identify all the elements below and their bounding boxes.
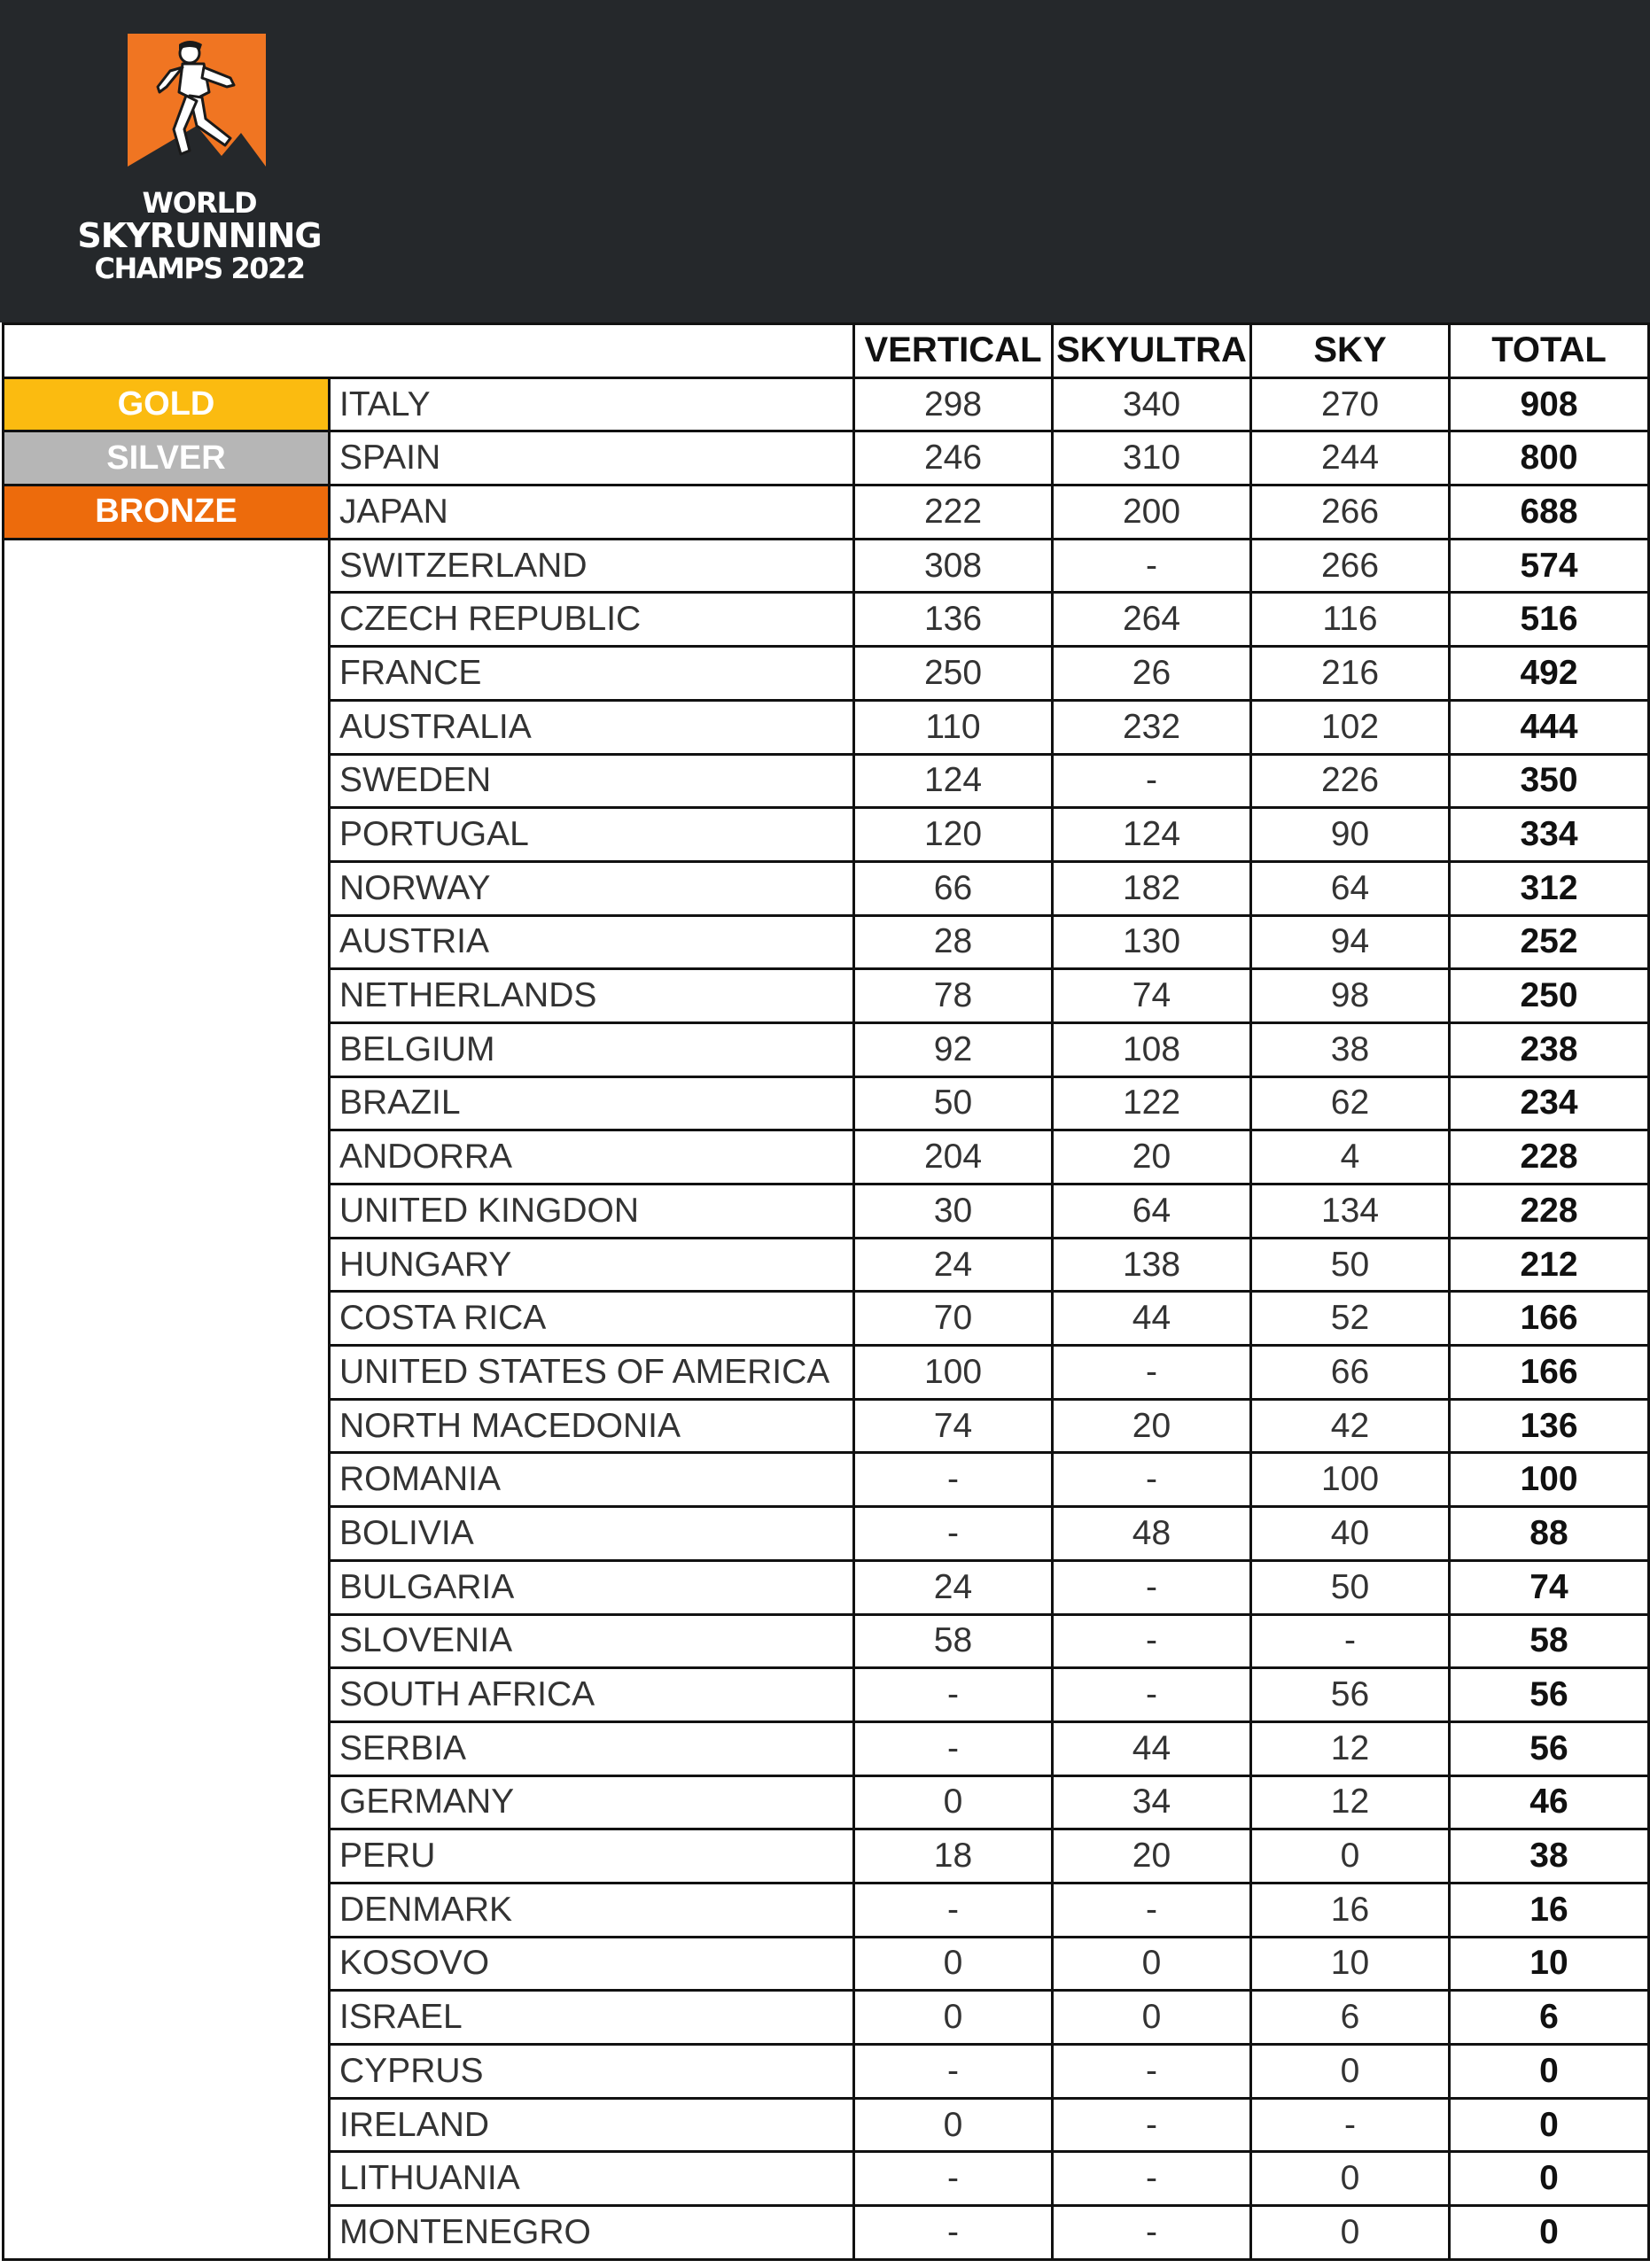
country-cell: AUSTRIA [330,915,854,969]
total-cell: 908 [1450,377,1649,431]
medal-empty-cell [4,754,330,808]
country-cell: BELGIUM [330,1022,854,1076]
skyultra-cell: 48 [1053,1507,1251,1561]
total-cell: 136 [1450,1399,1649,1453]
total-cell: 350 [1450,754,1649,808]
column-header-vertical: VERTICAL [854,324,1053,378]
sky-cell: - [1251,1614,1450,1668]
country-cell: AUSTRALIA [330,700,854,754]
total-cell: 444 [1450,700,1649,754]
table-row [4,1937,1649,1991]
sky-cell: 100 [1251,1453,1450,1507]
table-row [4,647,1649,701]
skyultra-cell: 0 [1053,1991,1251,2045]
total-cell: 10 [1450,1937,1649,1991]
vertical-cell: 74 [854,1399,1053,1453]
table-row [4,1507,1649,1561]
sky-cell: 226 [1251,754,1450,808]
vertical-cell: - [854,2206,1053,2260]
vertical-cell: 78 [854,969,1053,1023]
skyultra-cell: 20 [1053,1399,1251,1453]
country-cell: BRAZIL [330,1076,854,1130]
vertical-cell: 110 [854,700,1053,754]
skyultra-cell: - [1053,1614,1251,1668]
country-cell: DENMARK [330,1883,854,1937]
sky-cell: - [1251,2098,1450,2152]
skyultra-cell: - [1053,1560,1251,1614]
vertical-cell: 66 [854,861,1053,915]
total-cell: 0 [1450,2045,1649,2099]
country-cell: KOSOVO [330,1937,854,1991]
sky-cell: 102 [1251,700,1450,754]
skyultra-cell: - [1053,2206,1251,2260]
total-cell: 688 [1450,485,1649,540]
table-row [4,2045,1649,2099]
sky-cell: 64 [1251,861,1450,915]
country-cell: SOUTH AFRICA [330,1668,854,1722]
total-cell: 58 [1450,1614,1649,1668]
total-cell: 492 [1450,647,1649,701]
table-row [4,1076,1649,1130]
skyrunner-logo-icon [128,34,266,172]
medal-empty-cell [4,1937,330,1991]
country-cell: NETHERLANDS [330,969,854,1023]
skyultra-cell: - [1053,1453,1251,1507]
table-row [4,1883,1649,1937]
vertical-cell: 24 [854,1238,1053,1292]
sky-cell: 4 [1251,1130,1450,1184]
header-blank-cell [4,324,854,378]
sky-cell: 270 [1251,377,1450,431]
sky-cell: 6 [1251,1991,1450,2045]
sky-cell: 12 [1251,1721,1450,1775]
sky-cell: 50 [1251,1238,1450,1292]
table-row [4,2098,1649,2152]
medal-empty-cell [4,1775,330,1829]
table-row [4,1238,1649,1292]
total-cell: 6 [1450,1991,1649,2045]
skyultra-cell: - [1053,2045,1251,2099]
medal-empty-cell [4,1668,330,1722]
skyultra-cell: 74 [1053,969,1251,1023]
vertical-cell: 222 [854,485,1053,540]
table-row [4,1346,1649,1400]
sky-cell: 52 [1251,1292,1450,1346]
medal-empty-cell [4,2206,330,2260]
skyultra-cell: - [1053,1668,1251,1722]
skyultra-cell: 122 [1053,1076,1251,1130]
vertical-cell: 298 [854,377,1053,431]
sky-cell: 216 [1251,647,1450,701]
table-row [4,915,1649,969]
sky-cell: 40 [1251,1507,1450,1561]
country-cell: ANDORRA [330,1130,854,1184]
medal-badge: GOLD [4,377,330,431]
vertical-cell: 100 [854,1346,1053,1400]
total-cell: 0 [1450,2206,1649,2260]
medal-empty-cell [4,2098,330,2152]
total-cell: 166 [1450,1292,1649,1346]
country-cell: UNITED STATES OF AMERICA [330,1346,854,1400]
table-row [4,2152,1649,2206]
skyultra-cell: 232 [1053,700,1251,754]
vertical-cell: - [854,2152,1053,2206]
vertical-cell: 28 [854,915,1053,969]
total-cell: 0 [1450,2152,1649,2206]
page-header [0,0,1650,322]
column-header-sky: SKY [1251,324,1450,378]
sky-cell: 0 [1251,2152,1450,2206]
skyultra-cell: 64 [1053,1184,1251,1239]
sky-cell: 0 [1251,2206,1450,2260]
table-row [4,1668,1649,1722]
vertical-cell: - [854,1453,1053,1507]
medal-empty-cell [4,1346,330,1400]
total-cell: 334 [1450,808,1649,862]
table-row [4,1184,1649,1239]
table-row [4,1829,1649,1884]
vertical-cell: 250 [854,647,1053,701]
total-cell: 56 [1450,1668,1649,1722]
total-cell: 88 [1450,1507,1649,1561]
column-header-total: TOTAL [1450,324,1649,378]
table-row [4,1560,1649,1614]
total-cell: 212 [1450,1238,1649,1292]
total-cell: 16 [1450,1883,1649,1937]
total-cell: 166 [1450,1346,1649,1400]
vertical-cell: - [854,1883,1053,1937]
medal-empty-cell [4,1130,330,1184]
table-row [4,2206,1649,2260]
skyultra-cell: 182 [1053,861,1251,915]
sky-cell: 94 [1251,915,1450,969]
medal-empty-cell [4,647,330,701]
sky-cell: 116 [1251,593,1450,647]
skyultra-cell: 0 [1053,1937,1251,1991]
country-cell: NORWAY [330,861,854,915]
country-cell: HUNGARY [330,1238,854,1292]
logo-line-skyrunning: SKYRUNNING [77,216,322,255]
skyultra-cell: 20 [1053,1130,1251,1184]
sky-cell: 0 [1251,2045,1450,2099]
sky-cell: 244 [1251,431,1450,485]
table-row [4,485,1649,540]
table-row [4,969,1649,1023]
medal-empty-cell [4,1184,330,1239]
table-row [4,1292,1649,1346]
medal-empty-cell [4,915,330,969]
total-cell: 74 [1450,1560,1649,1614]
vertical-cell: 0 [854,2098,1053,2152]
skyultra-cell: - [1053,539,1251,593]
medal-badge: SILVER [4,431,330,485]
sky-cell: 16 [1251,1883,1450,1937]
country-cell: JAPAN [330,485,854,540]
total-cell: 228 [1450,1184,1649,1239]
table-row [4,861,1649,915]
world-skyrunning-champs-logo [62,23,337,298]
country-cell: SLOVENIA [330,1614,854,1668]
table-row [4,1991,1649,2045]
total-cell: 56 [1450,1721,1649,1775]
medal-empty-cell [4,1292,330,1346]
vertical-cell: 0 [854,1937,1053,1991]
logo-line-champs: CHAMPS 2022 [94,252,305,285]
medal-empty-cell [4,700,330,754]
sky-cell: 50 [1251,1560,1450,1614]
table-row [4,1614,1649,1668]
vertical-cell: - [854,2045,1053,2099]
logo-line-world: WORLD [142,186,257,220]
country-cell: SWEDEN [330,754,854,808]
skyultra-cell: 34 [1053,1775,1251,1829]
medal-badge: BRONZE [4,485,330,540]
sky-cell: 266 [1251,485,1450,540]
country-cell: SPAIN [330,431,854,485]
vertical-cell: 18 [854,1829,1053,1884]
vertical-cell: 58 [854,1614,1053,1668]
total-cell: 574 [1450,539,1649,593]
total-cell: 516 [1450,593,1649,647]
vertical-cell: 204 [854,1130,1053,1184]
skyultra-cell: - [1053,2152,1251,2206]
vertical-cell: 120 [854,808,1053,862]
table-header-row [4,324,1649,378]
total-cell: 46 [1450,1775,1649,1829]
total-cell: 234 [1450,1076,1649,1130]
medal-empty-cell [4,1883,330,1937]
medal-empty-cell [4,1614,330,1668]
table-row [4,1721,1649,1775]
sky-cell: 42 [1251,1399,1450,1453]
medal-empty-cell [4,1076,330,1130]
medal-empty-cell [4,1991,330,2045]
sky-cell: 56 [1251,1668,1450,1722]
sky-cell: 134 [1251,1184,1450,1239]
skyultra-cell: 264 [1053,593,1251,647]
skyultra-cell: 130 [1053,915,1251,969]
column-header-skyultra: SKYULTRA [1053,324,1251,378]
skyultra-cell: 20 [1053,1829,1251,1884]
skyultra-cell: 108 [1053,1022,1251,1076]
total-cell: 100 [1450,1453,1649,1507]
country-cell: GERMANY [330,1775,854,1829]
table-row [4,1453,1649,1507]
country-cell: ITALY [330,377,854,431]
country-cell: BULGARIA [330,1560,854,1614]
vertical-cell: 70 [854,1292,1053,1346]
country-cell: NORTH MACEDONIA [330,1399,854,1453]
medal-empty-cell [4,1560,330,1614]
vertical-cell: - [854,1721,1053,1775]
medal-empty-cell [4,1238,330,1292]
skyultra-cell: - [1053,754,1251,808]
country-cell: UNITED KINGDON [330,1184,854,1239]
country-cell: CZECH REPUBLIC [330,593,854,647]
country-cell: ROMANIA [330,1453,854,1507]
skyultra-cell: 138 [1053,1238,1251,1292]
total-cell: 38 [1450,1829,1649,1884]
country-cell: COSTA RICA [330,1292,854,1346]
table-row [4,1130,1649,1184]
total-cell: 0 [1450,2098,1649,2152]
skyultra-cell: 26 [1053,647,1251,701]
country-cell: PERU [330,1829,854,1884]
sky-cell: 38 [1251,1022,1450,1076]
sky-cell: 10 [1251,1937,1450,1991]
medal-empty-cell [4,2152,330,2206]
medal-empty-cell [4,1022,330,1076]
total-cell: 252 [1450,915,1649,969]
medal-empty-cell [4,593,330,647]
table-row [4,593,1649,647]
country-cell: PORTUGAL [330,808,854,862]
vertical-cell: 92 [854,1022,1053,1076]
medal-empty-cell [4,1399,330,1453]
total-cell: 312 [1450,861,1649,915]
table-row [4,431,1649,485]
total-cell: 800 [1450,431,1649,485]
table-row [4,377,1649,431]
total-cell: 250 [1450,969,1649,1023]
country-cell: BOLIVIA [330,1507,854,1561]
medal-empty-cell [4,861,330,915]
total-cell: 228 [1450,1130,1649,1184]
skyultra-cell: 44 [1053,1721,1251,1775]
skyultra-cell: 44 [1053,1292,1251,1346]
country-cell: MONTENEGRO [330,2206,854,2260]
sky-cell: 90 [1251,808,1450,862]
skyultra-cell: - [1053,2098,1251,2152]
sky-cell: 62 [1251,1076,1450,1130]
table-row [4,808,1649,862]
medal-empty-cell [4,1829,330,1884]
country-cell: SERBIA [330,1721,854,1775]
medal-empty-cell [4,1453,330,1507]
sky-cell: 266 [1251,539,1450,593]
medal-empty-cell [4,969,330,1023]
medal-empty-cell [4,2045,330,2099]
skyultra-cell: - [1053,1346,1251,1400]
skyultra-cell: 200 [1053,485,1251,540]
skyultra-cell: 310 [1053,431,1251,485]
vertical-cell: 0 [854,1991,1053,2045]
medal-empty-cell [4,1507,330,1561]
table-row [4,1775,1649,1829]
results-table [2,322,1650,2261]
medal-empty-cell [4,539,330,593]
total-cell: 238 [1450,1022,1649,1076]
country-cell: ISRAEL [330,1991,854,2045]
country-cell: CYPRUS [330,2045,854,2099]
table-row [4,539,1649,593]
medal-empty-cell [4,808,330,862]
skyultra-cell: - [1053,1883,1251,1937]
vertical-cell: - [854,1668,1053,1722]
vertical-cell: 246 [854,431,1053,485]
skyultra-cell: 340 [1053,377,1251,431]
sky-cell: 98 [1251,969,1450,1023]
vertical-cell: 24 [854,1560,1053,1614]
vertical-cell: 50 [854,1076,1053,1130]
vertical-cell: 0 [854,1775,1053,1829]
country-cell: FRANCE [330,647,854,701]
skyultra-cell: 124 [1053,808,1251,862]
sky-cell: 66 [1251,1346,1450,1400]
sky-cell: 0 [1251,1829,1450,1884]
table-row [4,700,1649,754]
table-row [4,1022,1649,1076]
table-row [4,754,1649,808]
vertical-cell: 124 [854,754,1053,808]
medal-empty-cell [4,1721,330,1775]
table-row [4,1399,1649,1453]
vertical-cell: 308 [854,539,1053,593]
vertical-cell: 30 [854,1184,1053,1239]
country-cell: SWITZERLAND [330,539,854,593]
sky-cell: 12 [1251,1775,1450,1829]
country-cell: LITHUANIA [330,2152,854,2206]
vertical-cell: 136 [854,593,1053,647]
country-cell: IRELAND [330,2098,854,2152]
vertical-cell: - [854,1507,1053,1561]
